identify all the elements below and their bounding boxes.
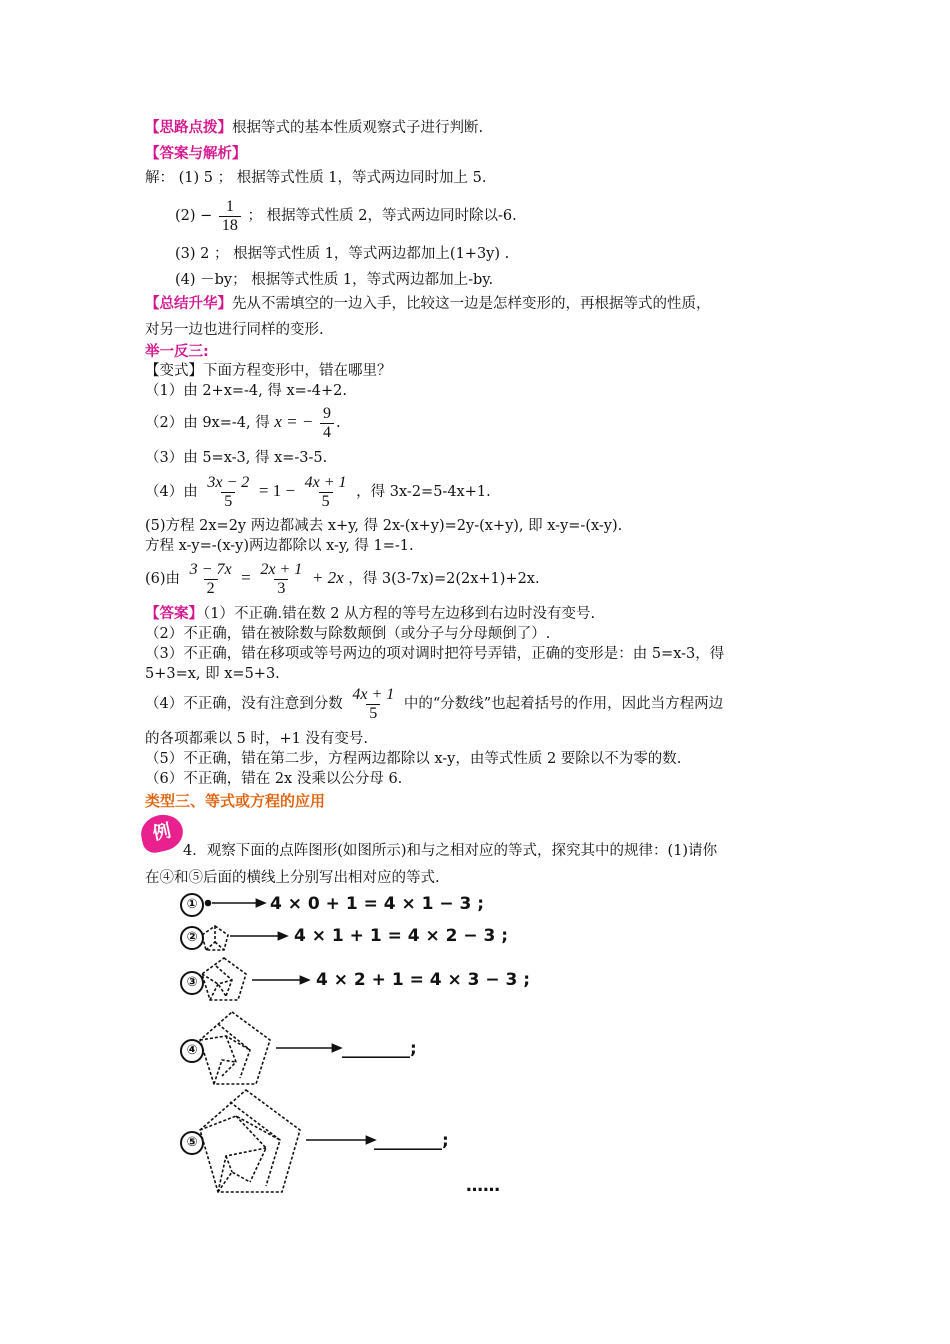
fraction-denominator: 18 bbox=[219, 216, 241, 235]
blank-5: ________; bbox=[374, 1131, 449, 1151]
label-4: ④ bbox=[180, 1039, 204, 1063]
example-badge-text: 例 bbox=[150, 820, 173, 845]
solution-2-suffix: ； 根据等式性质 2，等式两边同时除以-6. bbox=[247, 208, 517, 224]
variant-6-suffix: ，得 3(3-7x)=2(2x+1)+2x. bbox=[348, 571, 540, 587]
pentagon-medium-icon bbox=[202, 958, 246, 1000]
variant-4-mid: = 1 − bbox=[258, 481, 296, 500]
variant-item-5b: 方程 x-y=-(x-y)两边都除以 x-y, 得 1=-1. bbox=[145, 538, 414, 554]
fraction-numerator: 1 bbox=[225, 197, 234, 215]
answer-line-3b: 5+3=x, 即 x=5+3. bbox=[145, 666, 280, 682]
equation-2: 4 × 1 + 1 = 4 × 2 − 3 ; bbox=[294, 926, 509, 946]
summary-line-2: 对另一边也进行同样的变形. bbox=[145, 322, 324, 338]
fraction-numerator: 4x + 1 bbox=[304, 473, 347, 491]
variant-4-suffix: ，得 3x-2=5-4x+1. bbox=[356, 484, 491, 500]
fraction-denominator: 4 bbox=[320, 423, 334, 442]
fraction-numerator: 3 − 7x bbox=[189, 560, 232, 578]
tip-tag: 【思路点拨】 bbox=[145, 120, 232, 136]
dot-icon bbox=[206, 901, 211, 906]
answer-line-3a: （3）不正确，错在移项或等号两边的项对调时把符号弄错，正确的变形是：由 5=x-3，得 bbox=[145, 646, 725, 662]
example-line-1: 4．观察下面的点阵图形(如图所示)和与之相对应的等式，探究其中的规律：(1)请你 bbox=[183, 843, 718, 859]
variant-2-end: . bbox=[335, 415, 341, 431]
summary-text-1: 先从不需填空的一边入手，比较这一边是怎样变形的，再根据等式的性质， bbox=[232, 296, 711, 312]
answer-4-prefix: （4）不正确，没有注意到分数 bbox=[145, 696, 343, 712]
pentagon-small-icon bbox=[202, 926, 228, 950]
solution-2-prefix: (2) − bbox=[175, 208, 213, 224]
fraction-numerator: 2x + 1 bbox=[260, 560, 303, 578]
variant-2-x: x = − bbox=[274, 412, 314, 431]
answer-line-4b: 的各项都乘以 5 时，+1 没有变号. bbox=[145, 731, 369, 747]
practice-heading: 举一反三: bbox=[145, 344, 209, 360]
answer-tag: 【答案】 bbox=[145, 606, 203, 622]
fraction-denominator: 5 bbox=[319, 492, 333, 511]
pentagon-large-icon bbox=[200, 1012, 270, 1084]
fraction-denominator: 5 bbox=[221, 492, 235, 511]
label-5: ⑤ bbox=[180, 1131, 204, 1155]
label-3: ③ bbox=[180, 971, 204, 995]
type3-heading: 类型三、等式或方程的应用 bbox=[145, 792, 326, 810]
solution-line-4: (4) －by； 根据等式性质 1，等式两边都加上-by. bbox=[175, 272, 494, 288]
solution-line-1: 解： (1) 5 ； 根据等式性质 1，等式两边同时加上 5. bbox=[145, 170, 487, 186]
answer-line-6: （6）不正确，错在 2x 没乘以公分母 6. bbox=[145, 771, 403, 787]
label-2: ② bbox=[180, 926, 204, 950]
solution-line-3: (3) 2 ； 根据等式性质 1，等式两边都加上(1+3y) . bbox=[175, 246, 510, 262]
pentagon-xlarge-icon bbox=[200, 1090, 300, 1192]
variant-item-3: （3）由 5=x-3, 得 x=-3-5. bbox=[145, 450, 328, 466]
fraction-denominator: 3 bbox=[274, 579, 288, 598]
fraction-denominator: 5 bbox=[366, 704, 380, 723]
fraction-denominator: 2 bbox=[204, 579, 218, 598]
equation-3: 4 × 2 + 1 = 4 × 3 − 3 ; bbox=[316, 970, 531, 990]
variant-6-plus: + 2x bbox=[311, 568, 344, 587]
ellipsis: …… bbox=[466, 1176, 500, 1196]
answer-line-2: （2）不正确，错在被除数与除数颠倒（或分子与分母颠倒了）. bbox=[145, 626, 551, 642]
answer-line-5: （5）不正确，错在第二步，方程两边都除以 x-y，由等式性质 2 要除以不为零的数. bbox=[145, 751, 682, 767]
answer-1: （1）不正确.错在数 2 从方程的等号左边移到右边时没有变号. bbox=[203, 606, 596, 622]
variant-item-5a: (5)方程 2x=2y 两边都减去 x+y, 得 2x-(x+y)=2y-(x+y), 即 x-y=-(x-y). bbox=[145, 518, 623, 534]
variant-6-equals: = bbox=[241, 568, 251, 587]
answer-4-suffix: 中的“分数线”也起着括号的作用，因此当方程两边 bbox=[403, 696, 724, 712]
summary-tag: 【总结升华】 bbox=[145, 296, 232, 312]
variant-6-prefix: (6)由 bbox=[145, 571, 181, 587]
equation-1: 4 × 0 + 1 = 4 × 1 − 3 ; bbox=[270, 894, 485, 914]
variant-4-prefix: （4）由 bbox=[145, 484, 198, 500]
variant-2-prefix: （2）由 9x=-4, 得 bbox=[145, 415, 270, 431]
fraction-numerator: 4x + 1 bbox=[352, 685, 395, 703]
example-line-2: 在④和⑤后面的横线上分别写出相对应的等式. bbox=[145, 870, 440, 886]
fraction-numerator: 3x − 2 bbox=[207, 473, 250, 491]
fraction-numerator: 9 bbox=[322, 404, 331, 422]
tip-text: 根据等式的基本性质观察式子进行判断. bbox=[232, 120, 484, 136]
variant-title: 【变式】下面方程变形中，错在哪里？ bbox=[145, 363, 392, 379]
variant-item-1: （1）由 2+x=-4, 得 x=-4+2. bbox=[145, 383, 347, 399]
blank-4: ________; bbox=[342, 1039, 417, 1059]
answer-heading: 【答案与解析】 bbox=[145, 146, 247, 162]
label-1: ① bbox=[180, 893, 204, 917]
